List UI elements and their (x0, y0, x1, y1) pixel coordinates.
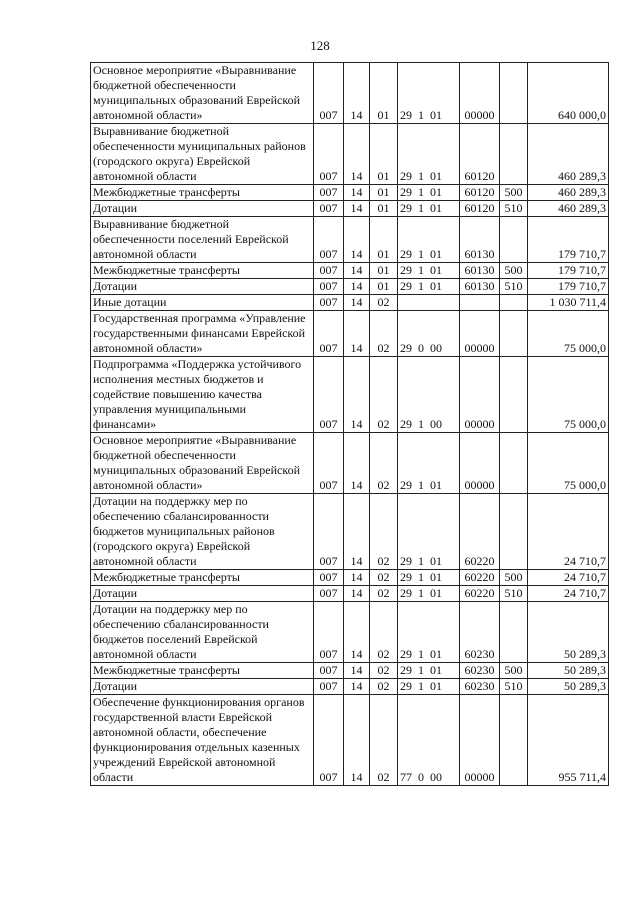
ministry-code-cell: 007 (314, 570, 344, 586)
table-row (91, 263, 609, 279)
section-code-cell: 14 (344, 217, 370, 263)
program-code-cell: 29 1 01 (398, 279, 460, 295)
expense-type-cell: 500 (500, 663, 528, 679)
expense-type-cell: 500 (500, 185, 528, 201)
ministry-code-cell: 007 (314, 602, 344, 663)
section-code-cell: 14 (344, 185, 370, 201)
row-name-cell: Дотации на поддержку мер по обеспечению сбалансированности бюджетов муниципальных районов (городского округа) Еврейской автономной области (91, 494, 314, 570)
section-code-cell: 14 (344, 433, 370, 494)
expense-type-cell (500, 63, 528, 124)
subsection-code-cell: 02 (370, 311, 398, 357)
item-code-cell: 60220 (460, 570, 500, 586)
program-code-cell: 29 1 01 (398, 663, 460, 679)
amount-cell: 179 710,7 (528, 279, 609, 295)
item-code-cell: 00000 (460, 357, 500, 433)
row-name-cell: Дотации (91, 586, 314, 602)
section-code-cell: 14 (344, 201, 370, 217)
section-code-cell: 14 (344, 663, 370, 679)
section-code-cell: 14 (344, 679, 370, 695)
row-name-cell: Дотации (91, 279, 314, 295)
ministry-code-cell: 007 (314, 494, 344, 570)
table-row (91, 185, 609, 201)
subsection-code-cell: 01 (370, 263, 398, 279)
row-name-cell: Выравнивание бюджетной обеспеченности муниципальных районов (городского округа) Еврейской автономной области (91, 124, 314, 185)
amount-cell: 460 289,3 (528, 201, 609, 217)
subsection-code-cell: 02 (370, 357, 398, 433)
ministry-code-cell: 007 (314, 311, 344, 357)
row-name-cell: Дотации (91, 201, 314, 217)
program-code-cell: 29 1 01 (398, 602, 460, 663)
subsection-code-cell: 01 (370, 124, 398, 185)
amount-cell: 640 000,0 (528, 63, 609, 124)
amount-cell: 75 000,0 (528, 311, 609, 357)
row-name-cell: Межбюджетные трансферты (91, 185, 314, 201)
subsection-code-cell: 02 (370, 663, 398, 679)
item-code-cell: 60130 (460, 263, 500, 279)
row-name-cell: Межбюджетные трансферты (91, 263, 314, 279)
amount-cell: 460 289,3 (528, 185, 609, 201)
row-name-cell: Основное мероприятие «Выравнивание бюджетной обеспеченности муниципальных образований Еврейской автономной области» (91, 433, 314, 494)
ministry-code-cell: 007 (314, 185, 344, 201)
page-number: 128 (310, 38, 330, 53)
amount-cell: 179 710,7 (528, 263, 609, 279)
table-row (91, 217, 609, 263)
amount-cell: 24 710,7 (528, 494, 609, 570)
expense-type-cell: 510 (500, 586, 528, 602)
subsection-code-cell: 02 (370, 433, 398, 494)
program-code-cell: 29 1 01 (398, 217, 460, 263)
table-row (91, 63, 609, 124)
program-code-cell: 29 1 01 (398, 124, 460, 185)
table-row (91, 433, 609, 494)
subsection-code-cell: 01 (370, 279, 398, 295)
item-code-cell: 60230 (460, 602, 500, 663)
amount-cell: 75 000,0 (528, 433, 609, 494)
section-code-cell: 14 (344, 357, 370, 433)
expense-type-cell (500, 357, 528, 433)
expense-type-cell: 510 (500, 279, 528, 295)
ministry-code-cell: 007 (314, 679, 344, 695)
subsection-code-cell: 02 (370, 602, 398, 663)
item-code-cell: 00000 (460, 695, 500, 786)
amount-cell: 50 289,3 (528, 663, 609, 679)
row-name-cell: Основное мероприятие «Выравнивание бюджетной обеспеченности муниципальных образований Еврейской автономной области» (91, 63, 314, 124)
program-code-cell: 29 1 01 (398, 185, 460, 201)
row-name-cell: Обеспечение функционирования органов государственной власти Еврейской автономной области, обеспечение функционирования отдельных казенных учреждений Еврейской автономной области (91, 695, 314, 786)
program-code-cell: 29 1 01 (398, 63, 460, 124)
section-code-cell: 14 (344, 295, 370, 311)
table-row (91, 602, 609, 663)
table-row (91, 201, 609, 217)
ministry-code-cell: 007 (314, 217, 344, 263)
expense-type-cell: 510 (500, 679, 528, 695)
budget-table (90, 62, 609, 786)
subsection-code-cell: 02 (370, 570, 398, 586)
row-name-cell: Подпрограмма «Поддержка устойчивого исполнения местных бюджетов и содействие повышению качества управления муниципальными финансами» (91, 357, 314, 433)
ministry-code-cell: 007 (314, 63, 344, 124)
row-name-cell: Выравнивание бюджетной обеспеченности поселений Еврейской автономной области (91, 217, 314, 263)
section-code-cell: 14 (344, 494, 370, 570)
item-code-cell: 60120 (460, 185, 500, 201)
subsection-code-cell: 02 (370, 679, 398, 695)
subsection-code-cell: 02 (370, 695, 398, 786)
expense-type-cell: 500 (500, 263, 528, 279)
program-code-cell: 29 1 00 (398, 357, 460, 433)
amount-cell: 50 289,3 (528, 602, 609, 663)
ministry-code-cell: 007 (314, 295, 344, 311)
item-code-cell: 00000 (460, 433, 500, 494)
subsection-code-cell: 01 (370, 185, 398, 201)
item-code-cell: 60220 (460, 586, 500, 602)
table-row (91, 494, 609, 570)
amount-cell: 24 710,7 (528, 586, 609, 602)
program-code-cell: 29 1 01 (398, 586, 460, 602)
item-code-cell: 60120 (460, 124, 500, 185)
table-row (91, 679, 609, 695)
program-code-cell (398, 295, 460, 311)
section-code-cell: 14 (344, 279, 370, 295)
item-code-cell: 00000 (460, 63, 500, 124)
item-code-cell: 60230 (460, 663, 500, 679)
amount-cell: 179 710,7 (528, 217, 609, 263)
program-code-cell: 29 1 01 (398, 494, 460, 570)
subsection-code-cell: 02 (370, 586, 398, 602)
row-name-cell: Государственная программа «Управление государственными финансами Еврейской автономной области» (91, 311, 314, 357)
item-code-cell: 60220 (460, 494, 500, 570)
expense-type-cell (500, 695, 528, 786)
table-body (91, 63, 609, 786)
section-code-cell: 14 (344, 695, 370, 786)
row-name-cell: Дотации (91, 679, 314, 695)
ministry-code-cell: 007 (314, 663, 344, 679)
section-code-cell: 14 (344, 263, 370, 279)
item-code-cell: 60230 (460, 679, 500, 695)
expense-type-cell (500, 124, 528, 185)
item-code-cell: 00000 (460, 311, 500, 357)
expense-type-cell: 510 (500, 201, 528, 217)
program-code-cell: 29 1 01 (398, 679, 460, 695)
section-code-cell: 14 (344, 63, 370, 124)
expense-type-cell (500, 217, 528, 263)
expense-type-cell (500, 295, 528, 311)
section-code-cell: 14 (344, 586, 370, 602)
table-row (91, 124, 609, 185)
section-code-cell: 14 (344, 602, 370, 663)
expense-type-cell (500, 311, 528, 357)
subsection-code-cell: 01 (370, 63, 398, 124)
expense-type-cell (500, 602, 528, 663)
program-code-cell: 29 1 01 (398, 433, 460, 494)
ministry-code-cell: 007 (314, 279, 344, 295)
item-code-cell: 60130 (460, 279, 500, 295)
amount-cell: 75 000,0 (528, 357, 609, 433)
table-row (91, 695, 609, 786)
amount-cell: 460 289,3 (528, 124, 609, 185)
amount-cell: 1 030 711,4 (528, 295, 609, 311)
row-name-cell: Иные дотации (91, 295, 314, 311)
section-code-cell: 14 (344, 124, 370, 185)
section-code-cell: 14 (344, 311, 370, 357)
row-name-cell: Межбюджетные трансферты (91, 570, 314, 586)
table-row (91, 570, 609, 586)
program-code-cell: 29 1 01 (398, 263, 460, 279)
item-code-cell: 60120 (460, 201, 500, 217)
table-row (91, 586, 609, 602)
amount-cell: 24 710,7 (528, 570, 609, 586)
program-code-cell: 29 0 00 (398, 311, 460, 357)
table-row (91, 279, 609, 295)
subsection-code-cell: 01 (370, 217, 398, 263)
ministry-code-cell: 007 (314, 433, 344, 494)
ministry-code-cell: 007 (314, 263, 344, 279)
subsection-code-cell: 01 (370, 201, 398, 217)
section-code-cell: 14 (344, 570, 370, 586)
amount-cell: 50 289,3 (528, 679, 609, 695)
expense-type-cell: 500 (500, 570, 528, 586)
program-code-cell: 29 1 01 (398, 570, 460, 586)
subsection-code-cell: 02 (370, 295, 398, 311)
ministry-code-cell: 007 (314, 201, 344, 217)
table-row (91, 663, 609, 679)
row-name-cell: Дотации на поддержку мер по обеспечению сбалансированности бюджетов поселений Еврейской автономной области (91, 602, 314, 663)
ministry-code-cell: 007 (314, 124, 344, 185)
subsection-code-cell: 02 (370, 494, 398, 570)
row-name-cell: Межбюджетные трансферты (91, 663, 314, 679)
ministry-code-cell: 007 (314, 695, 344, 786)
item-code-cell: 60130 (460, 217, 500, 263)
table-row (91, 357, 609, 433)
ministry-code-cell: 007 (314, 357, 344, 433)
table-row (91, 295, 609, 311)
ministry-code-cell: 007 (314, 586, 344, 602)
expense-type-cell (500, 433, 528, 494)
table-row (91, 311, 609, 357)
program-code-cell: 29 1 01 (398, 201, 460, 217)
amount-cell: 955 711,4 (528, 695, 609, 786)
item-code-cell (460, 295, 500, 311)
expense-type-cell (500, 494, 528, 570)
program-code-cell: 77 0 00 (398, 695, 460, 786)
